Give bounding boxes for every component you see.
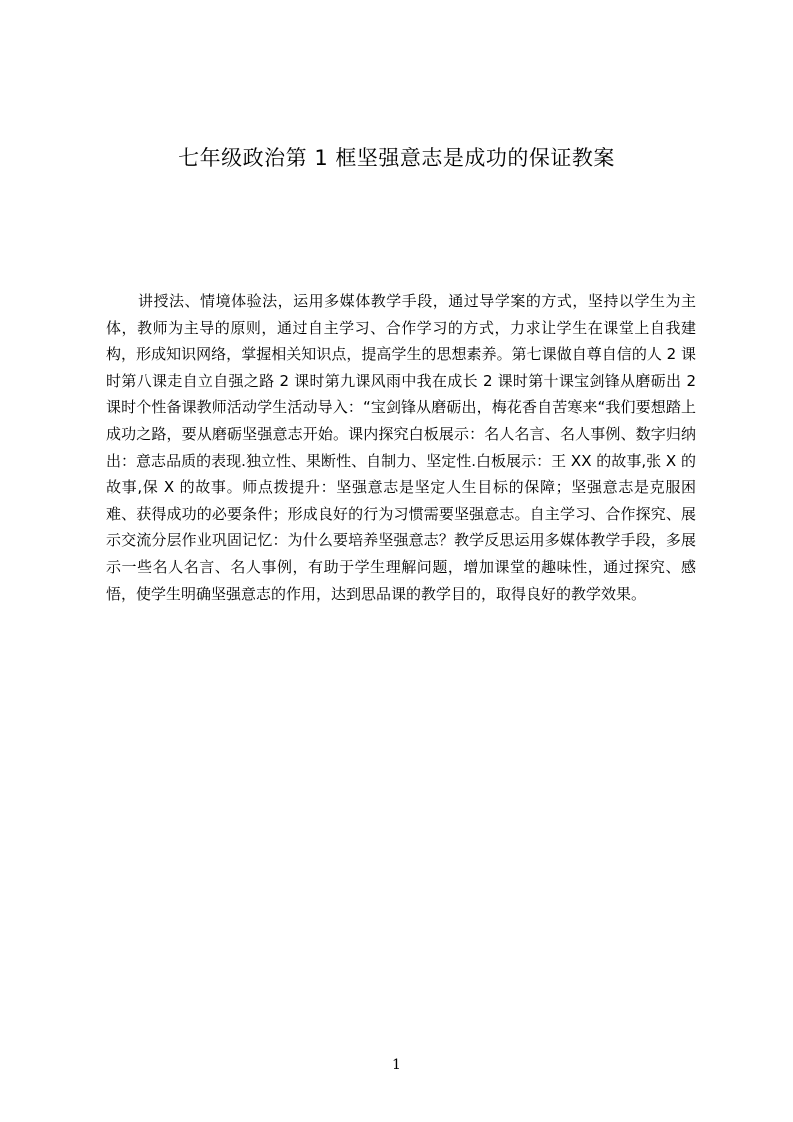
page-number: 1 <box>392 1057 401 1073</box>
body-paragraph: 讲授法、情境体验法，运用多媒体教学手段，通过导学案的方式，坚持以学生为主体，教师为主导的原则，通过自主学习、合作学习的方式，力求让学生在课堂上自我建构，形成知识网络，掌握相关知识点，提高学生的思想素养。第七课做自尊自信的人 2 课时第八课走自立自强之路 2 课时第九课风雨中我在成长 2 课时第十课宝剑锋从磨砺出 2 课时个性备课教师活动学生活动导入：“宝剑锋从磨砺出，梅花香自苦寒来“我们要想踏上成功之路，要从磨砺坚强意志开始。课内探究白板展示：名人名言、名人事例、数字归纳出：意志品质的表现.独立性、果断性、自制力、坚定性.白板展示：王 XX 的故事,张 X 的故事,保 X 的故事。师点拨提升：坚强意志是坚定人生目标的保障；坚强意志是克服困难、获得成功的必要条件；形成良好的行为习惯需要坚强意志。自主学习、合作探究、展示交流分层作业巩固记忆：为什么要培养坚强意志？教学反思运用多媒体教学手段，多展示一些名人名言、名人事例，有助于学生理解问题，增加课堂的趣味性，通过探究、感悟，使学生明确坚强意志的作用，达到思品课的教学目的，取得良好的教学效果。 <box>106 292 696 603</box>
document-title: 七年级政治第 1 框坚强意志是成功的保证教案 <box>178 146 615 170</box>
